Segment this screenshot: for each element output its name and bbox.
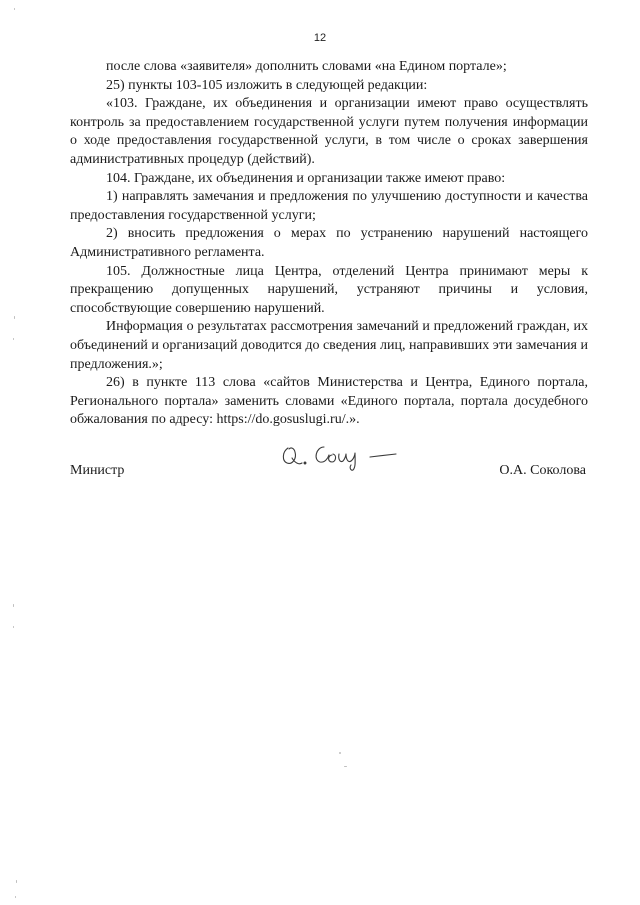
paragraph: 2) вносить предложения о мерах по устранению нарушений настоящего Административного регламента. xyxy=(70,226,588,260)
scan-speck xyxy=(13,604,14,607)
paragraph: Информация о результатах рассмотрения замечаний и предложений граждан, их объединений и организаций доводится до сведения лиц, направивших эти замечания и предложения.»; xyxy=(70,319,588,372)
scan-speck xyxy=(15,896,16,898)
paragraph: 1) направлять замечания и предложения по улучшению доступности и качества предоставления государственной услуги; xyxy=(70,189,588,223)
paragraph: 25) пункты 103-105 изложить в следующей редакции: xyxy=(106,77,428,93)
signature-block xyxy=(70,463,588,483)
paragraph: 104. Граждане, их объединения и организации также имеют право: xyxy=(106,170,506,186)
scan-speck xyxy=(13,626,14,628)
signatory-role: Министр xyxy=(70,463,125,478)
paragraph: после слова «заявителя» дополнить словами «на Едином портале»; xyxy=(106,59,507,74)
page-number: 12 xyxy=(313,32,327,44)
scan-speck xyxy=(16,880,17,883)
scan-speck xyxy=(13,338,14,340)
signatory-name: О.А. Соколова xyxy=(499,463,586,478)
scan-speck xyxy=(344,766,347,767)
scan-speck xyxy=(14,8,15,10)
paragraph: «103. Граждане, их объединения и организации имеют право осуществлять контроль за предоставлением государственной услуги путем получения информации о ходе предоставления государственной услуги, в том числе о сроках завершения административных процедур (действий). xyxy=(70,96,588,167)
document-body xyxy=(70,58,588,430)
paragraph: 26) в пункте 113 слова «сайтов Министерства и Центра, Единого портала, Регионального портала» заменить словами «Единого портала, портала досудебного обжалования по адресу: https://do.gosuslugi.ru/.». xyxy=(70,375,588,428)
paragraph: 105. Должностные лица Центра, отделений Центра принимают меры к прекращению допущенных нарушений, устраняют причины и условия, способствующие совершению нарушений. xyxy=(70,263,588,316)
scan-speck xyxy=(339,752,341,754)
scan-speck xyxy=(14,316,15,319)
